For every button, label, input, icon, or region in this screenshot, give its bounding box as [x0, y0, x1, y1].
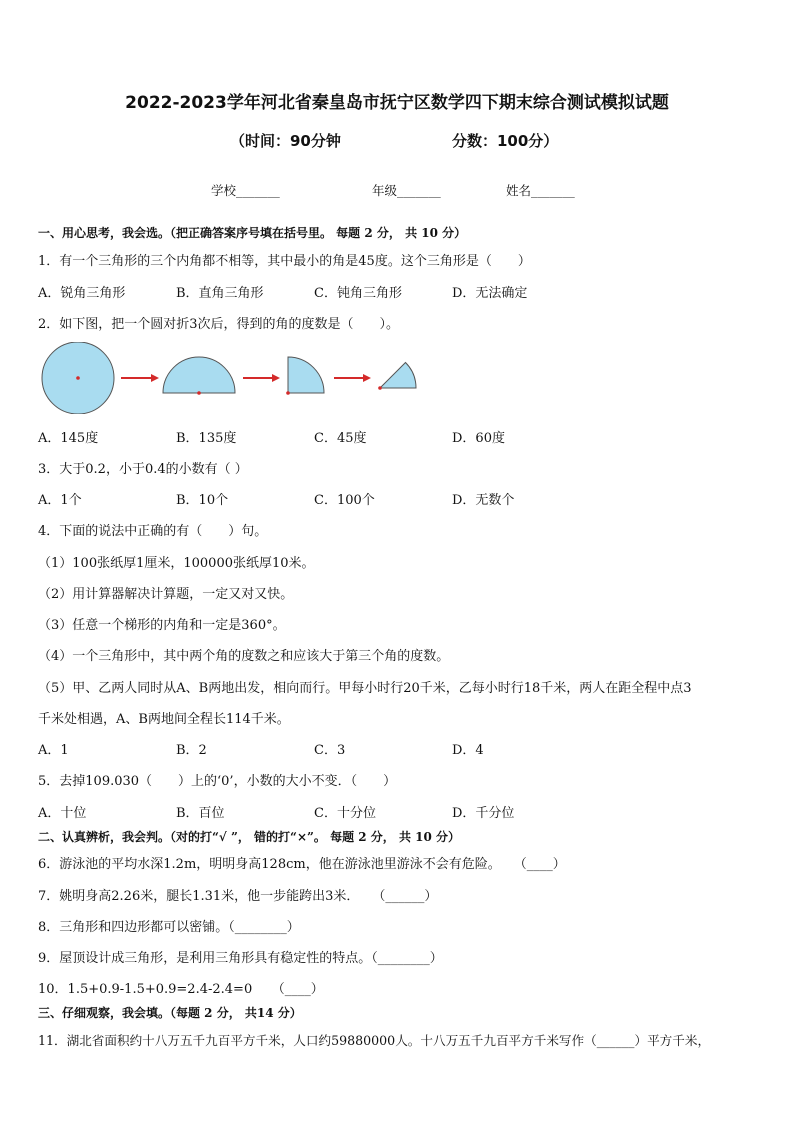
- q4-option-a: A．1: [38, 743, 69, 758]
- q1-option-b: B．直角三角形: [176, 286, 264, 301]
- question-10: 10．1.5+0.9-1.5+0.9=2.4-2.4=0 （____）: [38, 982, 324, 997]
- q2-option-a: A．145度: [38, 431, 99, 446]
- section-3-heading: 三、仔细观察，我会填。（每题 2 分， 共14 分）: [38, 1006, 302, 1020]
- q4-statement-3: （3）任意一个梯形的内角和一定是360°。: [38, 618, 286, 633]
- question-5: 5．去掉109.030（ ）上的‘0’，小数的大小不变．（ ）: [38, 774, 397, 789]
- q2-option-d: D．60度: [452, 431, 505, 446]
- q5-option-d: D．千分位: [452, 806, 515, 821]
- section-2-heading: 二、认真辨析，我会判。（对的打“√ ”， 错的打“×”。 每题 2 分， 共 10 分）: [38, 830, 461, 844]
- circle-folding-figure: [38, 342, 428, 414]
- quarter-center-dot: [286, 391, 290, 395]
- q4-statement-4: （4）一个三角形中，其中两个角的度数之和应该大于第三个角的度数。: [38, 649, 450, 664]
- q5-option-b: B．百位: [176, 806, 225, 821]
- quarter-circle-shape: [288, 357, 324, 393]
- question-3: 3．大于0.2，小于0.4的小数有（ ）: [38, 462, 248, 477]
- grade-field: 年级_______: [372, 183, 441, 198]
- arrow-icon: [334, 374, 371, 382]
- circle-center-dot: [76, 376, 80, 380]
- exam-score: 分数：100分）: [452, 132, 559, 150]
- arrow-icon: [121, 374, 159, 382]
- page-title: 2022-2023学年河北省秦皇岛市抚宁区数学四下期末综合测试模拟试题: [125, 93, 669, 113]
- q3-option-a: A．1个: [38, 493, 82, 508]
- half-circle-shape: [163, 357, 235, 393]
- eighth-circle-shape: [380, 363, 416, 389]
- q4-option-d: D．4: [452, 743, 484, 758]
- question-4: 4．下面的说法中正确的有（ ）句。: [38, 524, 268, 539]
- q3-option-c: C．100个: [314, 493, 375, 508]
- q2-option-c: C．45度: [314, 431, 367, 446]
- q4-statement-2: （2）用计算器解决计算题，一定又对又快。: [38, 587, 294, 602]
- q3-option-d: D．无数个: [452, 493, 515, 508]
- q5-option-c: C．十分位: [314, 806, 376, 821]
- eighth-center-dot: [378, 386, 382, 390]
- arrow-icon: [243, 374, 280, 382]
- q1-option-a: A．锐角三角形: [38, 286, 126, 301]
- exam-time: （时间：90分钟: [230, 132, 341, 150]
- q4-option-b: B．2: [176, 743, 207, 758]
- q1-option-d: D．无法确定: [452, 286, 528, 301]
- question-7: 7．姚明身高2.26米，腿长1.31米，他一步能跨出3米． （______）: [38, 889, 438, 904]
- question-2: 2．如下图，把一个圆对折3次后，得到的角的度数是（ ）。: [38, 317, 400, 332]
- q4-statement-5-cont: 千米处相遇，A、B两地间全程长114千米。: [38, 712, 290, 727]
- q4-statement-5: （5）甲、乙两人同时从A、B两地出发，相向而行。甲每小时行20千米，乙每小时行18千米，两人在距全程中点3: [38, 681, 692, 696]
- school-field: 学校_______: [211, 183, 280, 198]
- q4-statement-1: （1）100张纸厚1厘米，100000张纸厚10米。: [38, 556, 315, 571]
- question-6: 6．游泳池的平均水深1.2m，明明身高128cm，他在游泳池里游泳不会有危险。 （____）: [38, 857, 566, 872]
- question-1: 1．有一个三角形的三个内角都不相等，其中最小的角是45度。这个三角形是（ ）: [38, 254, 531, 269]
- q5-option-a: A．十位: [38, 806, 87, 821]
- q2-option-b: B．135度: [176, 431, 237, 446]
- q3-option-b: B．10个: [176, 493, 229, 508]
- section-1-heading: 一、用心思考，我会选。（把正确答案序号填在括号里。 每题 2 分， 共 10 分）: [38, 226, 467, 240]
- half-center-dot: [197, 391, 201, 395]
- name-field: 姓名_______: [506, 183, 575, 198]
- q1-option-c: C．钝角三角形: [314, 286, 402, 301]
- question-9: 9．屋顶设计成三角形，是利用三角形具有稳定性的特点。（________）: [38, 951, 443, 966]
- question-8: 8．三角形和四边形都可以密铺。（________）: [38, 920, 300, 935]
- question-11: 11．湖北省面积约十八万五千九百平方千米，人口约59880000人。十八万五千九百平方千米写作（______）平方千米，: [38, 1033, 711, 1048]
- q4-option-c: C．3: [314, 743, 346, 758]
